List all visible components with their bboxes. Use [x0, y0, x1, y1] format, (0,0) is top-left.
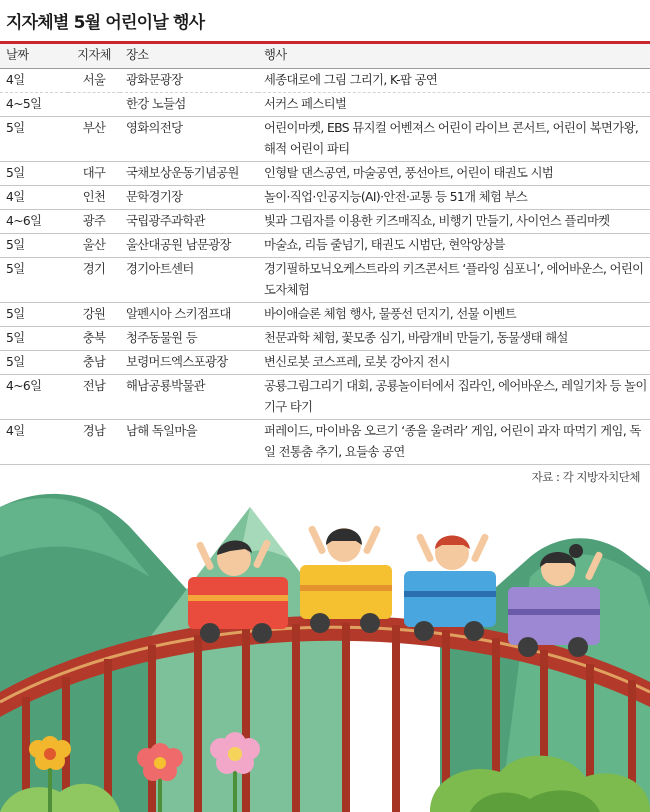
table-row: [0, 161, 650, 185]
cell-place: 한강 노들섬: [120, 92, 258, 116]
source-note: 자료 : 각 지방자치단체: [531, 470, 640, 484]
cell-date: 4일: [0, 419, 68, 464]
cell-event: 빛과 그림자를 이용한 키즈매직쇼, 비행기 만들기, 사이언스 플리마켓: [258, 209, 650, 233]
cell-event: 마술쇼, 리듬 줄넘기, 태권도 시범단, 현악앙상블: [258, 233, 650, 257]
cell-region: 대구: [68, 161, 120, 185]
cell-place: 청주동물원 등: [120, 326, 258, 350]
cell-date: 5일: [0, 116, 68, 161]
cell-event: 천문과학 체험, 꽃모종 심기, 바람개비 만들기, 동물생태 해설: [258, 326, 650, 350]
train-illustration: [0, 487, 650, 812]
cell-date: 4~6일: [0, 374, 68, 419]
cell-date: 5일: [0, 326, 68, 350]
table-row: [0, 209, 650, 233]
cell-region: 전남: [68, 374, 120, 419]
cell-event: 변신로봇 코스프레, 로봇 강아지 전시: [258, 350, 650, 374]
cell-date: 5일: [0, 350, 68, 374]
events-table: [0, 44, 650, 465]
cell-event: 놀이·직업·인공지능(AI)·안전·교통 등 51개 체험 부스: [258, 185, 650, 209]
table-row: [0, 374, 650, 419]
header-place: 장소: [120, 44, 258, 68]
cell-place: 남해 독일마을: [120, 419, 258, 464]
table-row: [0, 302, 650, 326]
table-row: [0, 326, 650, 350]
cell-event: 세종대로에 그림 그리기, K-팝 공연: [258, 68, 650, 92]
table-header-row: [0, 44, 650, 68]
cell-event: 바이애슬론 체험 행사, 물풍선 던지기, 선물 이벤트: [258, 302, 650, 326]
cell-region: 인천: [68, 185, 120, 209]
table-row: [0, 419, 650, 464]
header-date: 날짜: [0, 44, 68, 68]
cell-region: [68, 92, 120, 116]
cell-place: 국채보상운동기념공원: [120, 161, 258, 185]
table-row: [0, 116, 650, 161]
cell-place: 국립광주과학관: [120, 209, 258, 233]
cell-place: 문학경기장: [120, 185, 258, 209]
cell-region: 경기: [68, 257, 120, 302]
table-row: [0, 257, 650, 302]
cell-region: 서울: [68, 68, 120, 92]
cell-region: 충남: [68, 350, 120, 374]
cell-place: 경기아트센터: [120, 257, 258, 302]
cell-date: 4~6일: [0, 209, 68, 233]
cell-region: 울산: [68, 233, 120, 257]
cell-event: 공룡그림그리기 대회, 공룡놀이터에서 집라인, 에어바운스, 레일기차 등 놀이기구 타기: [258, 374, 650, 419]
cell-date: 5일: [0, 233, 68, 257]
cell-region: 충북: [68, 326, 120, 350]
cell-date: 4~5일: [0, 92, 68, 116]
cell-date: 5일: [0, 302, 68, 326]
cell-region: 부산: [68, 116, 120, 161]
cell-event: 서커스 페스티벌: [258, 92, 650, 116]
cell-place: 광화문광장: [120, 68, 258, 92]
cell-event: 인형탈 댄스공연, 마술공연, 풍선아트, 어린이 태권도 시범: [258, 161, 650, 185]
cell-date: 4일: [0, 185, 68, 209]
cell-place: 해남공룡박물관: [120, 374, 258, 419]
cell-date: 4일: [0, 68, 68, 92]
cell-event: 퍼레이드, 마이바움 오르기 ‘종을 울려라’ 게임, 어린이 과자 따먹기 게임, 독일 전통춤 추기, 요들송 공연: [258, 419, 650, 464]
cell-region: 광주: [68, 209, 120, 233]
cell-event: 경기필하모닉오케스트라의 키즈콘서트 ‘플라잉 심포니’, 에어바운스, 어린이 도자체험: [258, 257, 650, 302]
cell-date: 5일: [0, 257, 68, 302]
cell-place: 영화의전당: [120, 116, 258, 161]
cell-place: 알펜시아 스키점프대: [120, 302, 258, 326]
cell-event: 어린이마켓, EBS 뮤지컬 어벤져스 어린이 라이브 콘서트, 어린이 복면가왕, 해적 어린이 파티: [258, 116, 650, 161]
header-event: 행사: [258, 44, 650, 68]
table-row: [0, 350, 650, 374]
cell-place: 울산대공원 남문광장: [120, 233, 258, 257]
table-row: [0, 92, 650, 116]
cell-date: 5일: [0, 161, 68, 185]
table-row: [0, 185, 650, 209]
table-row: [0, 68, 650, 92]
cell-region: 경남: [68, 419, 120, 464]
header-region: 지자체: [68, 44, 120, 68]
table-row: [0, 233, 650, 257]
cell-place: 보령머드엑스포광장: [120, 350, 258, 374]
cell-region: 강원: [68, 302, 120, 326]
page-title: 지자체별 5월 어린이날 행사: [6, 13, 205, 33]
